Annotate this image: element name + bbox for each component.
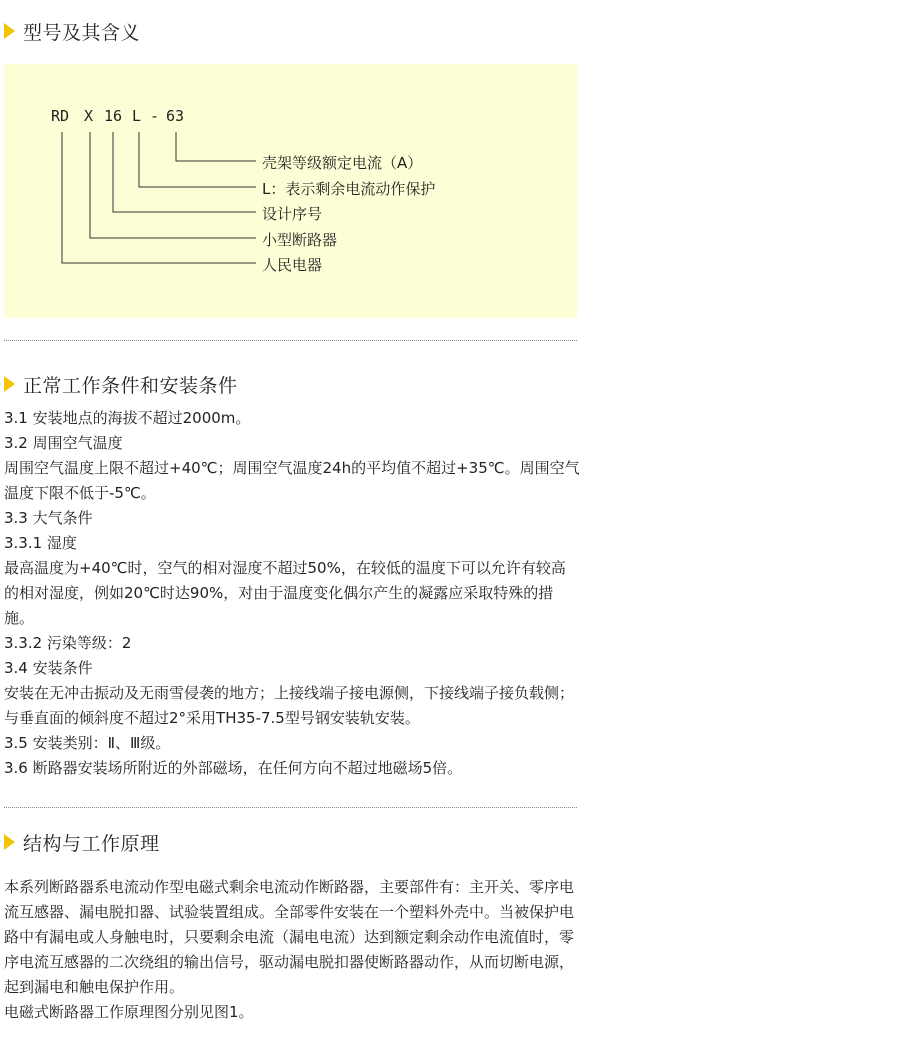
paragraph: 3.3.1 湿度 — [4, 534, 77, 552]
divider — [4, 807, 577, 808]
meaning-label-breaker: 小型断路器 — [262, 231, 338, 249]
section-heading-structure — [4, 829, 160, 855]
code-63: 63 — [166, 107, 185, 125]
paragraph: 电磁式断路器工作原理图分别见图1。 — [4, 1003, 254, 1021]
section-heading-conditions — [4, 371, 238, 397]
divider — [4, 340, 577, 341]
paragraph: 3.6 断路器安装场所附近的外部磁场，在任何方向不超过地磁场5倍。 — [4, 759, 463, 777]
paragraph: 安装在无冲击振动及无雨雪侵袭的地方；上接线端子接电源侧，下接线端子接负载侧；与垂直面的倾斜度不超过2°采用TH35-7.5型号钢安装轨安装。 — [4, 684, 575, 727]
structure-text — [4, 875, 580, 1025]
connector-line-rd — [62, 132, 256, 263]
section-title: 结构与工作原理 — [23, 832, 160, 855]
paragraph: 3.3 大气条件 — [4, 509, 93, 527]
connector-line-x — [90, 132, 256, 238]
section-title: 型号及其含义 — [23, 21, 141, 44]
triangle-bullet-icon — [4, 834, 15, 850]
paragraph: 3.1 安装地点的海拔不超过2000m。 — [4, 409, 251, 427]
code-16: 16 — [104, 107, 123, 125]
conditions-text — [4, 406, 580, 781]
code-rd: RD — [51, 107, 70, 125]
paragraph: 本系列断路器系电流动作型电磁式剩余电流动作断路器，主要部件有：主开关、零序电流互感器、漏电脱扣器、试验装置组成。全部零件安装在一个塑料外壳中。当被保护电路中有漏电或人身触电时，只要剩余电流（漏电电流）达到额定剩余动作电流值时，零序电流互感器的二次绕组的输出信号，驱动漏电脱扣器使断路器动作，从而切断电源，起到漏电和触电保护作用。 — [4, 878, 575, 996]
connector-line-16 — [113, 132, 256, 212]
paragraph: 3.5 安装类别：Ⅱ、Ⅲ级。 — [4, 734, 171, 752]
paragraph: 3.2 周围空气温度 — [4, 434, 123, 452]
paragraph: 3.4 安装条件 — [4, 659, 93, 677]
code-x: X — [84, 107, 94, 125]
paragraph: 最高温度为+40℃时，空气的相对湿度不超过50%，在较低的温度下可以允许有较高的相对湿度，例如20℃时达90%，对由于温度变化偶尔产生的凝露应采取特殊的措施。 — [4, 559, 566, 627]
code-l: L — [132, 107, 142, 125]
meaning-label-leakage: L：表示剩余电流动作保护 — [262, 180, 436, 198]
paragraph: 3.3.2 污染等级：2 — [4, 634, 132, 652]
meaning-label-current: 壳架等级额定电流（A） — [262, 154, 423, 172]
meaning-label-brand: 人民电器 — [262, 256, 323, 274]
triangle-bullet-icon — [4, 376, 15, 392]
connector-line-l — [139, 132, 256, 187]
code-dash: - — [150, 107, 160, 125]
paragraph: 周围空气温度上限不超过+40℃；周围空气温度24h的平均值不超过+35℃。周围空气温度下限不低于-5℃。 — [4, 459, 580, 502]
section-title: 正常工作条件和安装条件 — [23, 374, 238, 397]
meaning-label-design: 设计序号 — [262, 205, 323, 223]
connector-line-63 — [176, 132, 256, 161]
